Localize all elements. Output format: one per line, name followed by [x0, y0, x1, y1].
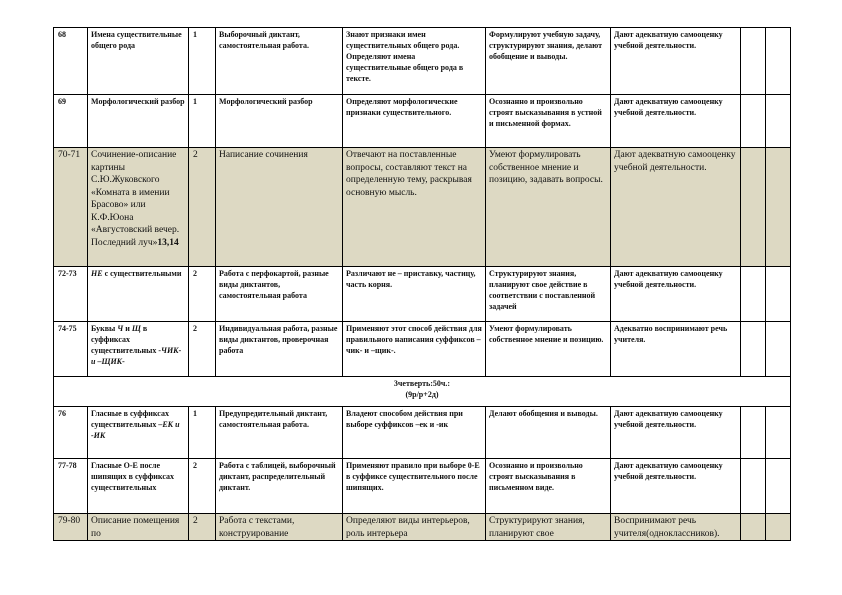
- empty-cell: [766, 459, 791, 514]
- lesson-type: Предупредительный диктант, самостоятельная работа.: [216, 407, 343, 459]
- subject-results: Применяют этот способ действия для правильного написания суффиксов – чик- и –щик-.: [343, 322, 486, 377]
- lesson-type: Написание сочинения: [216, 148, 343, 267]
- empty-cell: [741, 459, 766, 514]
- lesson-type: Работа с перфокартой, разные виды диктантов, самостоятельная работа: [216, 267, 343, 322]
- table-row: [54, 28, 791, 95]
- empty-cell: [741, 514, 766, 541]
- lesson-hours: 1: [189, 28, 216, 95]
- lesson-type: Работа с текстами, конструирование: [216, 514, 343, 541]
- lesson-number: 76: [54, 407, 88, 459]
- lesson-number: 68: [54, 28, 88, 95]
- meta-results: Умеют формулировать собственное мнение и позицию, задавать вопросы.: [486, 148, 611, 267]
- personal-results: Дают адекватную самооценку учебной деятельности.: [611, 28, 741, 95]
- table-row: [54, 459, 791, 514]
- subject-results: Применяют правило при выборе 0-Е в суффиксе существительного после шипящих.: [343, 459, 486, 514]
- table-row: [54, 514, 791, 541]
- lesson-type: Выборочный диктант, самостоятельная работа.: [216, 28, 343, 95]
- empty-cell: [766, 407, 791, 459]
- table-row: [54, 267, 791, 322]
- personal-results: Адекватно воспринимают речь учителя.: [611, 322, 741, 377]
- personal-results: Дают адекватную самооценку учебной деятельности.: [611, 459, 741, 514]
- lesson-hours: 2: [189, 148, 216, 267]
- table-row: [54, 322, 791, 377]
- table-row: [54, 407, 791, 459]
- lesson-plan-page: [53, 27, 790, 541]
- personal-results: Дают адекватную самооценку учебной деятельности.: [611, 407, 741, 459]
- meta-results: Структурируют знания, планируют свое: [486, 514, 611, 541]
- lesson-hours: 2: [189, 459, 216, 514]
- lesson-type: Индивидуальная работа, разные виды диктантов, проверочная работа: [216, 322, 343, 377]
- lesson-number: 77-78: [54, 459, 88, 514]
- empty-cell: [766, 267, 791, 322]
- lesson-topic-text: Буквы: [91, 324, 118, 333]
- lesson-type: Морфологический разбор: [216, 95, 343, 148]
- personal-results: Дают адекватную самооценку учебной деятельности.: [611, 148, 741, 267]
- empty-cell: [766, 95, 791, 148]
- lesson-topic-letter: Щ: [131, 324, 141, 333]
- lesson-topic-suffixes: –ЕК и -ИК: [91, 420, 180, 440]
- meta-results: Формулируют учебную задачу, структурируют знания, делают обобщение и выводы.: [486, 28, 611, 95]
- lesson-hours: 2: [189, 267, 216, 322]
- lesson-hours: 1: [189, 407, 216, 459]
- meta-results: Умеют формулировать собственное мнение и позицию.: [486, 322, 611, 377]
- lesson-topic: [88, 322, 189, 377]
- quarter-title: 3четверть:50ч.:: [393, 379, 451, 388]
- lesson-topic-text: с существительными: [102, 269, 182, 278]
- lesson-topic-suffix: 13,14: [157, 237, 179, 248]
- empty-cell: [766, 322, 791, 377]
- lesson-number: 69: [54, 95, 88, 148]
- subject-results: Определяют морфологические признаки существительного.: [343, 95, 486, 148]
- lesson-topic-text: в суффиксах существительных: [91, 324, 159, 355]
- personal-results: Воспринимают речь учителя(одноклассников).: [611, 514, 741, 541]
- lesson-topic-prefix: НЕ: [91, 269, 103, 278]
- lesson-topic: Морфологический разбор: [88, 95, 189, 148]
- empty-cell: [741, 267, 766, 322]
- lesson-topic-letter: Ч: [117, 324, 124, 333]
- lesson-plan-table: [53, 27, 791, 541]
- subject-results: Знают признаки имен существительных общего рода. Определяют имена существительные общего рода в тексте.: [343, 28, 486, 95]
- lesson-type: Работа с таблицей, выборочный диктант, распределительный диктант.: [216, 459, 343, 514]
- personal-results: Дают адекватную самооценку учебной деятельности.: [611, 267, 741, 322]
- subject-results: Определяют виды интерьеров, роль интерьера: [343, 514, 486, 541]
- lesson-topic-text: Гласные в суффиксах существительных: [91, 409, 169, 429]
- empty-cell: [766, 28, 791, 95]
- lesson-topic-suffixes: -ЧИК- и –ЩИК-: [91, 346, 182, 366]
- lesson-topic: Гласные О-Е после шипящих в суффиксах существительных: [88, 459, 189, 514]
- lesson-topic: [88, 407, 189, 459]
- quarter-header: [54, 377, 791, 407]
- empty-cell: [741, 95, 766, 148]
- lesson-number: 74-75: [54, 322, 88, 377]
- personal-results: Дают адекватную самооценку учебной деятельности.: [611, 95, 741, 148]
- lesson-number: 79-80: [54, 514, 88, 541]
- lesson-topic: [88, 267, 189, 322]
- lesson-hours: 2: [189, 514, 216, 541]
- meta-results: Структурируют знания, планируют свое действие в соответствии с поставленной задачей: [486, 267, 611, 322]
- quarter-breakdown: (9р/р+2д): [405, 390, 439, 399]
- lesson-hours: 2: [189, 322, 216, 377]
- meta-results: Осознанно и произвольно строят высказывания в устной и письменной формах.: [486, 95, 611, 148]
- empty-cell: [741, 407, 766, 459]
- lesson-topic: [88, 148, 189, 267]
- meta-results: Делают обобщения и выводы.: [486, 407, 611, 459]
- table-row: [54, 95, 791, 148]
- quarter-row: [54, 377, 791, 407]
- lesson-topic: Имена существительные общего рода: [88, 28, 189, 95]
- empty-cell: [741, 148, 766, 267]
- table-row: [54, 148, 791, 267]
- empty-cell: [741, 322, 766, 377]
- lesson-topic-text: и: [123, 324, 132, 333]
- subject-results: Владеют способом действия при выборе суффиксов –ек и -ик: [343, 407, 486, 459]
- subject-results: Различают не – приставку, частицу, часть корня.: [343, 267, 486, 322]
- empty-cell: [741, 28, 766, 95]
- empty-cell: [766, 514, 791, 541]
- lesson-number: 70-71: [54, 148, 88, 267]
- lesson-number: 72-73: [54, 267, 88, 322]
- empty-cell: [766, 148, 791, 267]
- lesson-topic: Описание помещения по: [88, 514, 189, 541]
- lesson-topic-text: Сочинение-описание картины С.Ю.Жуковского «Комната в имении Брасово» или К.Ф.Юона «Августовский вечер. Последний луч»: [91, 150, 180, 248]
- meta-results: Осознанно и произвольно строят высказывания в письменном виде.: [486, 459, 611, 514]
- lesson-hours: 1: [189, 95, 216, 148]
- subject-results: Отвечают на поставленные вопросы, составляют текст на определенную тему, раскрывая основную мысль.: [343, 148, 486, 267]
